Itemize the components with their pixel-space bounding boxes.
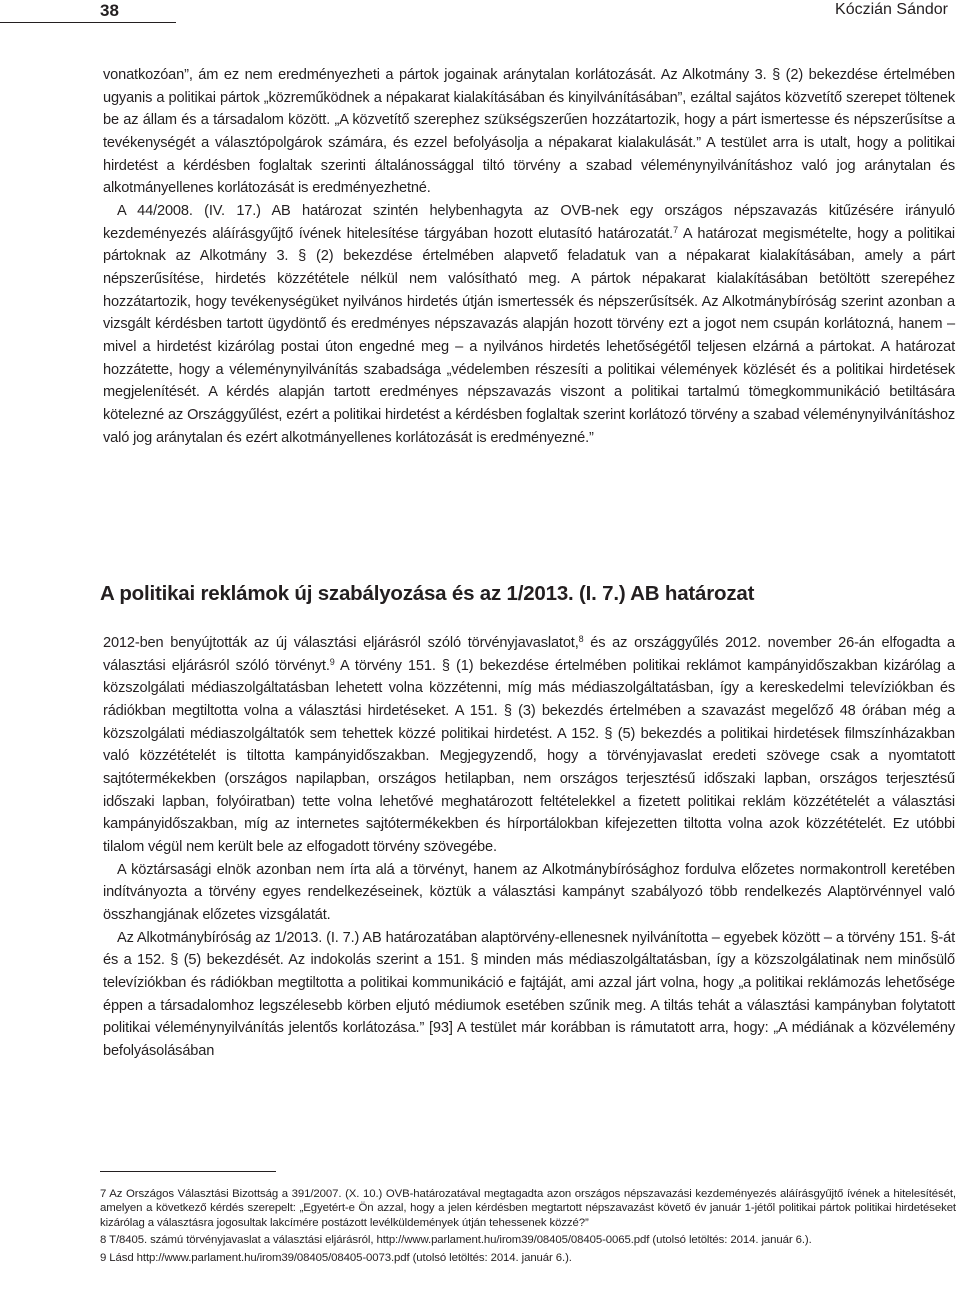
footnote-rule	[100, 1171, 276, 1172]
footnote-ref-8[interactable]: 8	[578, 634, 584, 644]
body-text-top	[103, 64, 955, 449]
footnote-ref-7[interactable]: 7	[673, 224, 678, 235]
paragraph-ab-decision-44-2008	[103, 200, 955, 449]
paragraph-text: A 44/2008. (IV. 17.) AB határozat szintén helybenhagyta az OVB-nek egy országos népszavazás kitűzésére irányuló kezdeményezés aláírásgyűjtő ívének hitelesítése tárgyában hozott elutasító határozatát.	[103, 202, 955, 242]
paragraph-text: A törvény 151. § (1) bekezdése értelmében politikai reklámot kampányidőszakban kizárólag a közszolgálati médiaszolgáltatásban lehetett volna közzétenni, míg más médiaszolgáltatásban, így a kereskedelmi televíziókban és rádiókban megtiltotta volna a választási hirdetéseket. A 151. § (3) bekezdés értelmében a szavazást megelőző 48 órában még a közszolgálati médiaszolgáltatók sem tehettek közzé politikai hirdetést. A 152. § (5) bekezdés a politikai hirdetések filmszínházakban való közzétételét is tiltotta kampányidőszakban. Megjegyzendő, hogy a törvényjavaslat eredeti szövege csak a nyomtatott sajtótermékekben (országos napilapban, országos hetilapban, nem országos terjesztésű időszaki lapban, országos terjesztésű időszaki lapban, folyóiratban) tette volna lehetővé meghatározott feltételekkel a fizetett politikai reklám közzétételét a választási kampányidőszakban, míg az internetes sajtótermékekben és hírportálokban kifejezetten tiltotta volna azok közzétételét. Ez utóbbi tilalom végül nem került bele az elfogadott törvény szövegébe.	[103, 657, 955, 855]
running-head-author: Kóczián Sándor	[835, 1, 948, 18]
paragraph-ab-decision-1-2013: Az Alkotmánybíróság az 1/2013. (I. 7.) AB határozatában alaptörvény-ellenesnek nyilvánította – egyebek között – a törvény 151. §-át és a 152. § (5) bekezdését. Az indokolás szerint a 151. § minden más médiaszolgáltatásban, így a közszolgálatinak nem minősülő televíziókban és rádiókban megtiltotta a politikai kommunikáció e fajtáját, ami azzal járt volna, hogy „a politikai reklámozás lehetősége éppen a társadalomhoz legszélesebb körben eljutó médiumok esetében szűnik meg. A tiltás tehát a választási kampányban folytatott politikai véleménynyilvánítás jelentős korlátozása.” [93] A testület már korábban is rámutatott arra, hogy: „A médiának a közvélemény befolyásolásában	[103, 929, 955, 1059]
paragraph-text: 2012-ben benyújtották az új választási eljárásról szóló törvényjavaslatot,	[103, 635, 579, 651]
footnote-9: 9 Lásd http://www.parlament.hu/irom39/08405/08405-0073.pdf (utolsó letöltés: 2014. január 6.).	[100, 1251, 572, 1264]
footnotes	[100, 1187, 956, 1268]
footnote-7: 7 Az Országos Választási Bizottság a 391/2007. (X. 10.) OVB-határozatával megtagadta azon országos népszavazási kezdeményezés aláírásgyűjtő ívének a hitelesítését, amelyen a következő kérdés szerepelt: „Egyetért-e Ön azzal, hogy a jelen kérdésben megtartott népszavazást követő év január 1-jétől politikai pártok politikai hirdetéseket kizárólag a választásra jogosultak lakcímére postázott levélküldemények útján tehessenek közzé?”	[100, 1188, 956, 1229]
page-number: 38	[100, 1, 119, 20]
page-header	[0, 0, 960, 26]
paragraph-text: és az országgyűlés 2012. november 26-án elfogadta a választási eljárásról szóló törvényt.	[103, 635, 955, 674]
footnote-8: 8 T/8405. számú törvényjavaslat a választási eljárásról, http://www.parlament.hu/irom39/08405/08405-0065.pdf (utolsó letöltés: 2014. január 6.).	[100, 1234, 812, 1247]
header-rule	[0, 22, 176, 23]
paragraph-text: A határozat megismételte, hogy a politikai pártoknak az Alkotmány 3. § (2) bekezdése értelmében alapvető feladatuk van a népakarat kialakításában, amely a párt népszerűsítése, hirdetés közzététele nélkül nem valósítható meg. A pártok népakarat kialakításában betöltött szerepéhez hozzátartozik, hogy tevékenységüket nyilvános hirdetés útján ismertessék és népszerűsítsék. Az Alkotmánybíróság szerint azonban a vizsgált kérdésben tartott ügydöntő és eredményes népszavazás alapján hozott törvény ezt a jogot nem csupán korlátozná, hanem – mivel a hirdetést kizárólag postai úton engedné meg – a nyilvános hirdetés lehetőségétől teljesen elzárná a pártokat. A határozat hozzátette, hogy a véleménynyilvánítás szabadsága „védelemben részesíti a politikai vélemények közlését és a politikai hirdetések megjelenítését. A kérdés alapján tartott eredményes népszavazás viszont a politikai tartalmú tömegkommunikáció betiltására kötelezné az Országgyűlést, ezért a politikai hirdetést a kérdésben foglaltak szerint korlátozó törvény a szabad véleménynyilvánításhoz való jog aránytalan és ezért alkotmányellenes korlátozását is eredményezné.”	[103, 225, 956, 446]
paragraph-continued: vonatkozóan”, ám ez nem eredményezheti a pártok jogainak aránytalan korlátozását. Az Alkotmány 3. § (2) bekezdése értelmében ugyanis a politikai pártok „közreműködnek a népakarat kialakításában és kinyilvánításában”, ezáltal sajátos közvetítő szerepet töltenek be az állam és a társadalom között. „A közvetítő szerephez szükségszerűen hozzátartozik, hogy a párt ismertesse és népszerűsítse a tevékenységét a választópolgárok számára, és ezzel befolyásolja a népakarat kialakulását.” A testület arra is utalt, hogy a politikai hirdetést a kérdésben foglaltak szerinti általánossággal tiltó törvény a szabad véleménynyilvánításhoz való jog aránytalan és alkotmányellenes korlátozását is eredményezhetné.	[103, 67, 955, 197]
paragraph-president-referral: A köztársasági elnök azonban nem írta alá a törvényt, hanem az Alkotmánybírósághoz fordulva előzetes normakontroll keretében indítványozta a törvény egyes rendelkezéseinek, köztük a választási kampányt szabályozó több rendelkezés Alaptörvénnyel való összhangjának előzetes vizsgálatát.	[103, 861, 955, 923]
footnote-ref-9[interactable]: 9	[329, 656, 335, 667]
body-text-section	[103, 632, 955, 1062]
section-heading: A politikai reklámok új szabályozása és az 1/2013. (I. 7.) AB határozat	[100, 582, 755, 605]
paragraph-election-law	[103, 632, 955, 859]
